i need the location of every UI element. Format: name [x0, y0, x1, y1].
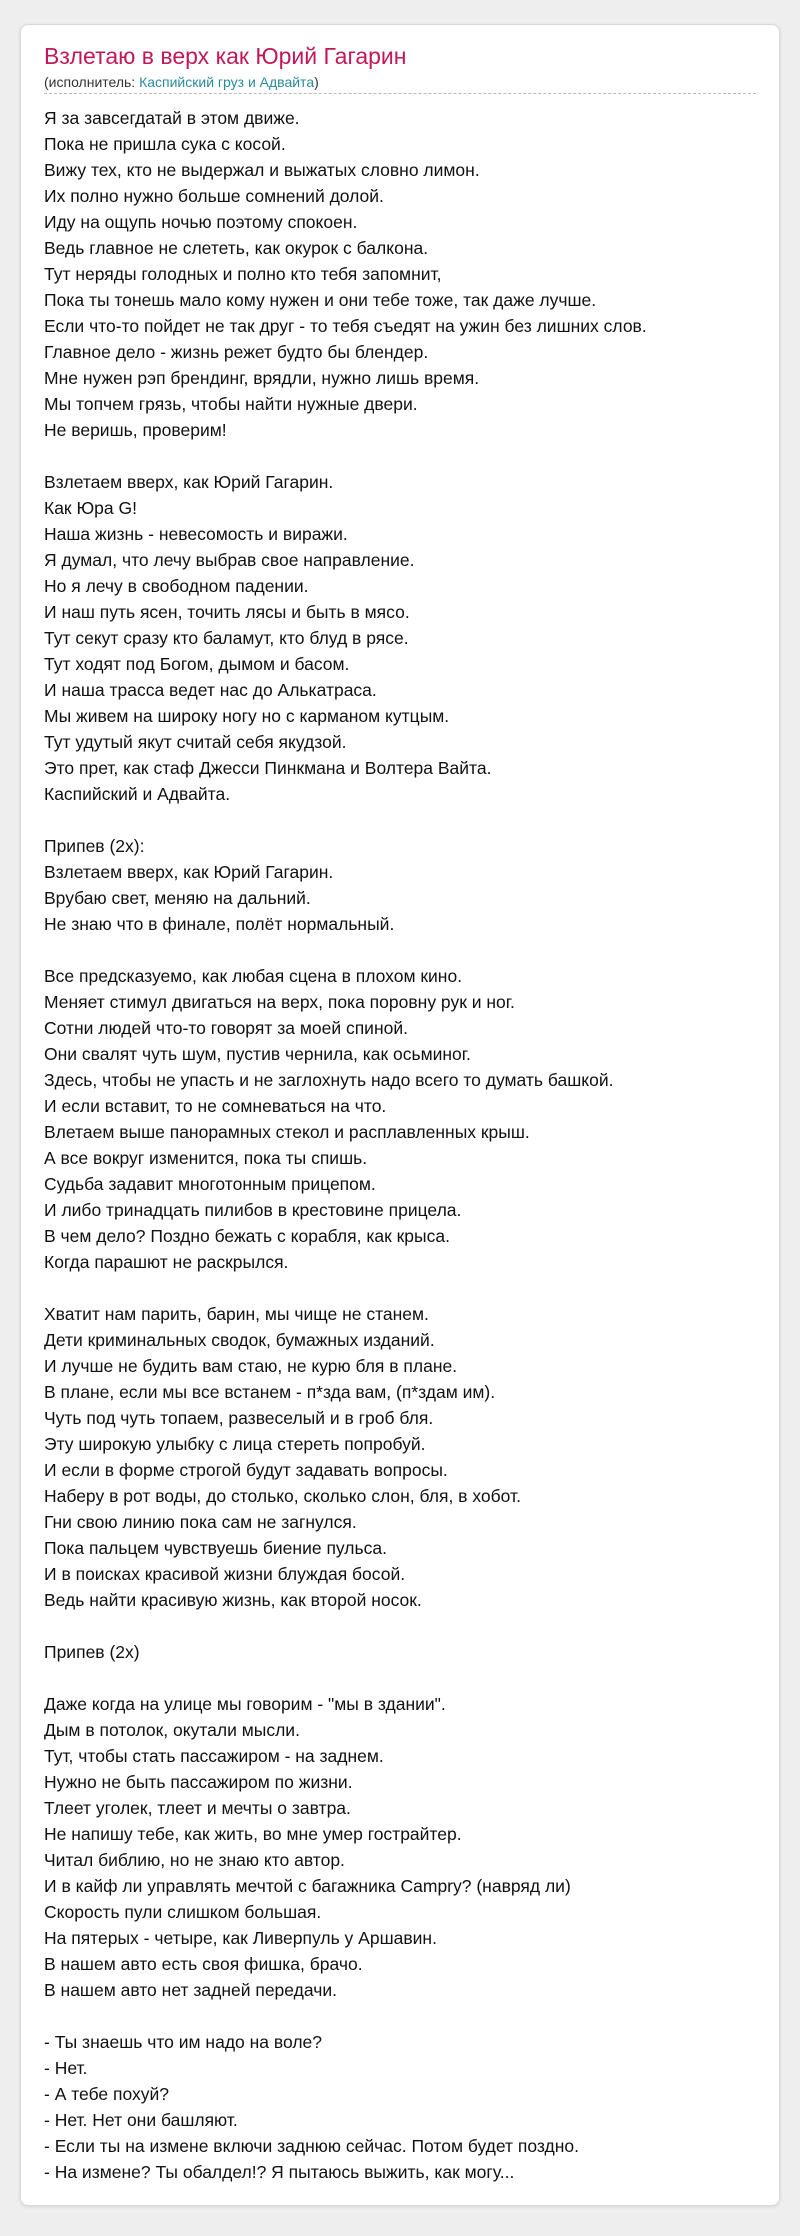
lyrics-stanza: [44, 963, 769, 1275]
lyric-line: - А тебе похуй?: [44, 2084, 170, 2104]
lyric-line: Меняет стимул двигаться на верх, пока поровну рук и ног.: [44, 992, 515, 1012]
performer-suffix: ): [314, 74, 319, 90]
lyric-line: Когда парашют не раскрылся.: [44, 1252, 289, 1272]
lyric-line: Чуть под чуть топаем, развеселый и в гроб бля.: [44, 1408, 434, 1428]
lyric-line: Сотни людей что-то говорят за моей спиной.: [44, 1018, 408, 1038]
lyric-line: Их полно нужно больше сомнений долой.: [44, 186, 384, 206]
lyric-line: Ведь главное не слететь, как окурок с балкона.: [44, 238, 429, 258]
lyric-line: - Нет. Нет они башляют.: [44, 2110, 238, 2130]
lyric-line: Ведь найти красивую жизнь, как второй носок.: [44, 1590, 422, 1610]
lyric-line: Дети криминальных сводок, бумажных изданий.: [44, 1330, 435, 1350]
lyric-line: Скорость пули слишком большая.: [44, 1902, 322, 1922]
lyric-line: Мне нужен рэп брендинг, врядли, нужно лишь время.: [44, 368, 480, 388]
lyric-line: Все предсказуемо, как любая сцена в плохом кино.: [44, 966, 463, 986]
lyric-line: А все вокруг изменится, пока ты спишь.: [44, 1148, 368, 1168]
lyrics-text: [44, 105, 769, 2211]
lyric-line: Пока пальцем чувствуешь биение пульса.: [44, 1538, 387, 1558]
lyric-line: Тут секут сразу кто баламут, кто блуд в рясе.: [44, 628, 409, 648]
lyric-line: Вижу тех, кто не выдержал и выжатых словно лимон.: [44, 160, 480, 180]
lyric-line: - Ты знаешь что им надо на воле?: [44, 2032, 323, 2052]
lyric-line: Припев (2х):: [44, 836, 145, 856]
lyric-line: Наберу в рот воды, до столько, сколько слон, бля, в хобот.: [44, 1486, 521, 1506]
lyric-line: Наша жизнь - невесомость и виражи.: [44, 524, 348, 544]
lyric-line: Дым в потолок, окутали мысли.: [44, 1720, 300, 1740]
lyrics-stanza: [44, 469, 769, 807]
lyric-line: Взлетаем вверх, как Юрий Гагарин.: [44, 862, 334, 882]
lyric-line: И лучше не будить вам стаю, не курю бля в плане.: [44, 1356, 458, 1376]
lyrics-stanza: [44, 2029, 769, 2185]
lyric-line: Тут неряды голодных и полно кто тебя запомнит,: [44, 264, 442, 284]
lyric-line: Я думал, что лечу выбрав свое направление.: [44, 550, 415, 570]
lyric-line: Здесь, чтобы не упасть и не заглохнуть надо всего то думать башкой.: [44, 1070, 614, 1090]
lyric-line: Иду на ощупь ночью поэтому спокоен.: [44, 212, 358, 232]
lyric-line: И в поисках красивой жизни блуждая босой.: [44, 1564, 406, 1584]
lyric-line: Мы живем на широку ногу но с карманом кутцым.: [44, 706, 450, 726]
lyric-line: - Если ты на измене включи заднюю сейчас. Потом будет поздно.: [44, 2136, 580, 2156]
lyrics-stanza: [44, 105, 769, 443]
lyric-line: Тут удутый якут считай себя якудзой.: [44, 732, 347, 752]
lyric-line: Пока не пришла сука с косой.: [44, 134, 286, 154]
lyric-line: Читал библию, но не знаю кто автор.: [44, 1850, 345, 1870]
lyrics-stanza: [44, 1301, 769, 1613]
lyric-line: В нашем авто нет задней передачи.: [44, 1980, 337, 2000]
lyric-line: Врубаю свет, меняю на дальний.: [44, 888, 311, 908]
lyric-line: Не напишу тебе, как жить, во мне умер гострайтер.: [44, 1824, 462, 1844]
performer-line: [44, 74, 319, 90]
lyrics-stanza: [44, 1691, 769, 2003]
lyric-line: В нашем авто есть своя фишка, брачо.: [44, 1954, 363, 1974]
performer-link[interactable]: Каспийский груз и Адвайта: [139, 74, 315, 90]
lyric-line: Каспийский и Адвайта.: [44, 784, 231, 804]
lyric-line: На пятерых - четыре, как Ливерпуль у Аршавин.: [44, 1928, 437, 1948]
lyric-line: Это прет, как стаф Джесси Пинкмана и Волтера Вайта.: [44, 758, 492, 778]
lyric-line: Тут ходят под Богом, дымом и басом.: [44, 654, 350, 674]
lyric-line: Судьба задавит многотонным прицепом.: [44, 1174, 376, 1194]
lyric-line: Как Юра G!: [44, 498, 137, 518]
lyric-line: - Нет.: [44, 2058, 88, 2078]
lyric-line: Влетаем выше панорамных стекол и расплавленных крыш.: [44, 1122, 530, 1142]
lyric-line: Не знаю что в финале, полёт нормальный.: [44, 914, 395, 934]
lyric-line: И наш путь ясен, точить лясы и быть в мясо.: [44, 602, 410, 622]
lyric-line: Они свалят чуть шум, пустив чернила, как осьминог.: [44, 1044, 471, 1064]
lyric-line: И если вставит, то не сомневаться на что.: [44, 1096, 387, 1116]
lyric-line: Эту широкую улыбку с лица стереть попробуй.: [44, 1434, 426, 1454]
lyric-line: Пока ты тонешь мало кому нужен и они тебе тоже, так даже лучше.: [44, 290, 597, 310]
lyric-line: Даже когда на улице мы говорим - "мы в здании".: [44, 1694, 446, 1714]
lyric-line: Главное дело - жизнь режет будто бы блендер.: [44, 342, 429, 362]
lyric-line: - На измене? Ты обалдел!? Я пытаюсь выжить, как могу...: [44, 2162, 515, 2182]
lyric-line: В плане, если мы все встанем - п*зда вам, (п*здам им).: [44, 1382, 496, 1402]
lyric-line: Хватит нам парить, барин, мы чище не станем.: [44, 1304, 429, 1324]
lyric-line: И если в форме строгой будут задавать вопросы.: [44, 1460, 448, 1480]
lyric-line: Мы топчем грязь, чтобы найти нужные двери.: [44, 394, 418, 414]
performer-prefix: (исполнитель:: [44, 74, 140, 90]
lyric-line: И либо тринадцать пилибов в крестовине прицела.: [44, 1200, 462, 1220]
lyric-line: Если что-то пойдет не так друг - то тебя съедят на ужин без лишних слов.: [44, 316, 647, 336]
lyric-line: И наша трасса ведет нас до Алькатраса.: [44, 680, 377, 700]
lyric-line: Тлеет уголек, тлеет и мечты о завтра.: [44, 1798, 351, 1818]
lyric-line: Гни свою линию пока сам не загнулся.: [44, 1512, 357, 1532]
song-title: Взлетаю в верх как Юрий Гагарин: [44, 43, 407, 69]
lyric-line: Тут, чтобы стать пассажиром - на заднем.: [44, 1746, 384, 1766]
lyric-line: Я за завсегдатай в этом движе.: [44, 108, 300, 128]
lyrics-stanza: [44, 833, 769, 937]
lyrics-stanza: [44, 1639, 769, 1665]
lyric-line: Не веришь, проверим!: [44, 420, 227, 440]
lyric-line: Взлетаем вверх, как Юрий Гагарин.: [44, 472, 334, 492]
lyric-line: В чем дело? Поздно бежать с корабля, как крыса.: [44, 1226, 450, 1246]
title-divider: [44, 93, 756, 94]
lyrics-card: [20, 24, 780, 2206]
lyric-line: Припев (2х): [44, 1642, 140, 1662]
lyric-line: Нужно не быть пассажиром по жизни.: [44, 1772, 353, 1792]
lyric-line: Но я лечу в свободном падении.: [44, 576, 309, 596]
lyric-line: И в кайф ли управлять мечтой с багажника Campry? (навряд ли): [44, 1876, 571, 1896]
